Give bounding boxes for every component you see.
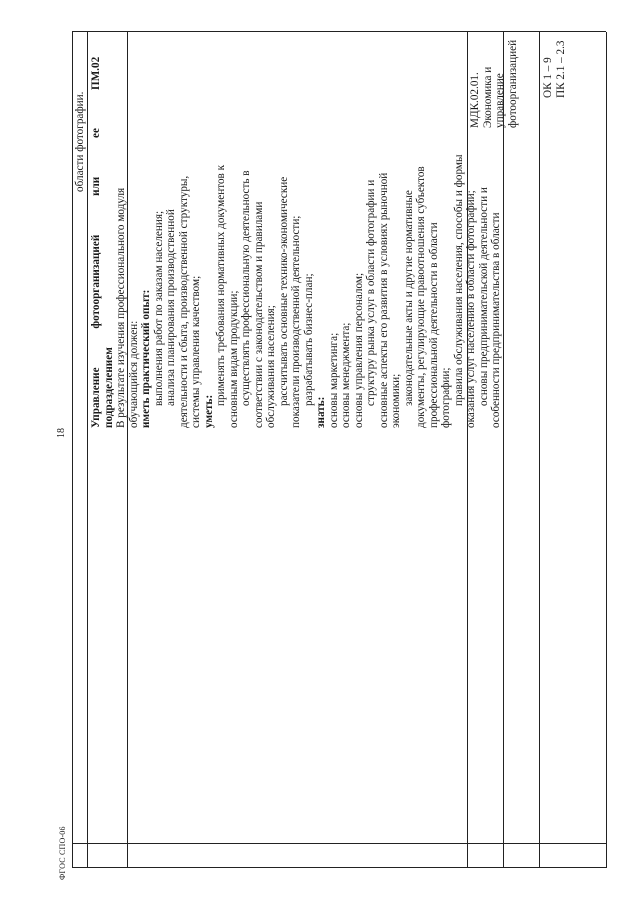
requirement-line: В результате изучения профессионального модуля [115,187,127,428]
requirement-line: основы маркетинга; [327,332,340,428]
rotated-page-content [38,32,606,880]
requirement-line: разрабатывать бизнес-план; [302,273,315,406]
professional-competencies: ПК 2.1 – 2.3 [554,40,567,98]
requirement-line: обслуживания населения; [265,305,277,428]
module-title-line2: подразделением [102,347,115,428]
table-col-divider [539,32,540,868]
requirement-line: системы управления качеством; [190,275,202,428]
competencies-cell [542,41,567,99]
module-code: ПМ.02 [90,56,102,90]
table-col-divider [503,32,504,868]
mdk-title-line: Экономика и [481,66,494,128]
requirement-line: оказания услуг населению в области фотографии; [465,190,477,428]
requirement-line: структуру рынка услуг в области фотографии и [365,179,377,406]
general-competencies: ОК 1 – 9 [542,57,554,98]
requirement-line: деятельности и сбыта, производственной структуры, [177,175,190,428]
table-border-top [72,32,73,868]
footer-doc-code: ФГОС СПО-06 [58,826,67,880]
module-title: Управление фотоорганизацией или ее [90,128,102,428]
requirement-line: обучающийся должен: [127,320,140,428]
requirement-line: основные аспекты его развития в условиях рыночной [377,172,390,428]
table-row-divider [87,32,88,868]
section-heading: иметь практический опыт: [140,289,152,428]
requirement-line: документы, регулирующие правоотношения субъектов [415,166,427,428]
requirement-line: особенности предпринимательства в области [490,212,502,428]
requirement-line: законодательные акты и другие нормативные [402,190,415,406]
module-description [90,128,503,428]
requirement-line: осуществлять профессиональную деятельность в [240,170,252,406]
requirement-line: основным видам продукции; [227,290,240,428]
section-heading: знать: [315,396,327,428]
requirement-line: основы управления персоналом; [352,272,365,428]
mdk-title-line: управление [494,73,506,128]
mdk-title-line: фотоорганизацией [506,39,519,128]
requirement-line: экономики; [390,373,402,428]
requirement-line: профессиональной деятельности в области [427,222,440,428]
section-heading: уметь: [202,394,215,428]
table-row-divider [72,843,606,844]
competency-table [72,32,606,868]
table-border-bottom [606,32,607,868]
prev-row-text: области фотографии. [74,91,86,192]
table-border-left [72,867,606,868]
table-border-right [72,31,606,32]
requirement-line: правила обслуживания населения, способы и формы [452,154,465,406]
requirement-line: анализа планирования производственной [165,209,177,406]
requirement-line: рассчитывать основные технико-экономические [277,176,290,406]
module-requirements [115,128,503,428]
mdk-cell [469,40,519,128]
requirement-line: основы предпринимательской деятельности и [477,187,490,406]
page-number: 18 [56,428,67,438]
requirement-line: показатели производственной деятельности; [290,215,302,428]
requirement-line: фотографии; [440,367,452,428]
requirement-line: применять требования нормативных документов к [215,164,227,406]
requirement-line: соответствии с законодательством и правилами [252,201,265,428]
requirement-line: выполнения работ по заказам населения; [152,210,165,406]
requirement-line: основы менеджмента; [340,322,352,428]
mdk-code: МДК.02.01. [469,72,481,128]
